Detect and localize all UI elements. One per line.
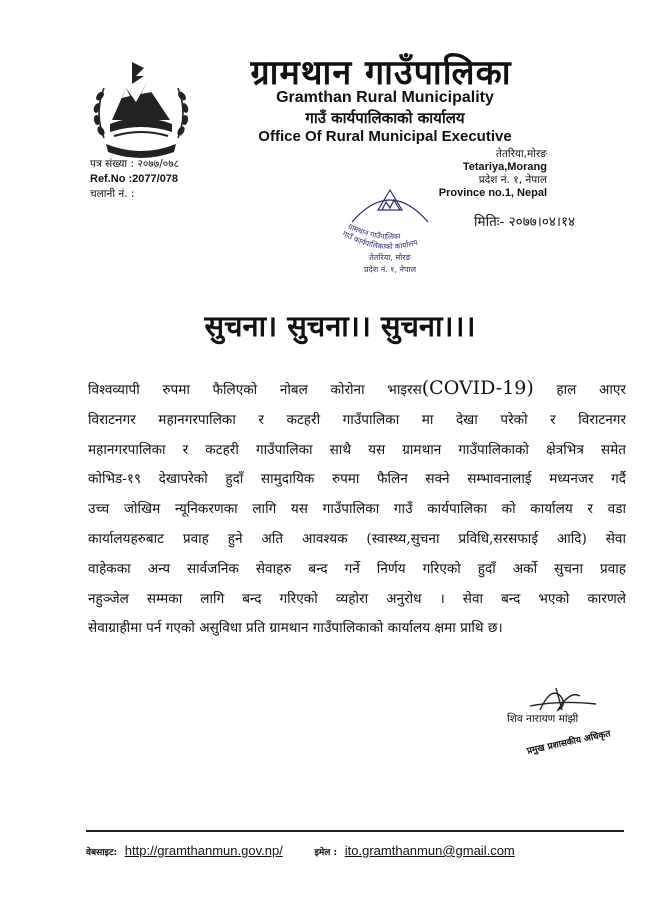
stamp-line-2: गाउँ कार्यपालिकाको कार्यालय [340, 229, 419, 252]
email-link[interactable]: ito.gramthanmun@gmail.com [344, 843, 515, 858]
dispatch-number: चलानी नं. : [90, 188, 135, 200]
email-label: इमेल : [314, 848, 338, 858]
stamp-line-3: तेतरिया, मोरङ [369, 253, 411, 262]
signatory-designation: प्रमुख प्रशासकीय अधिकृत [526, 729, 612, 757]
address-place-english: Tetariya,Morang [462, 161, 547, 173]
office-name-nepali: गाउँ कार्यपालिकाको कार्यालय [305, 109, 465, 127]
body-line-4: कोभिड-१९ देखापरेको हुदाँ सामुदायिक रुपमा फैलिन सक्ने सम्भावनालाई मध्यनजर गर्दै [88, 471, 626, 488]
address-province-nepali: प्रदेश नं. १, नेपाल [478, 174, 547, 186]
body-line-1-post: हाल आएर [533, 382, 626, 398]
body-line-5: उच्च जोखिम न्यूनिकरणका लागि यस गाउँपालिका गाउँ कार्यपालिका को कार्यालय र वडा [88, 501, 626, 518]
footer-divider [86, 830, 624, 832]
website-label: वेबसाइट: [86, 848, 118, 858]
body-line-9: सेवाग्राहीमा पर्न गएको असुविधा प्रति ग्रामथान गाउँपालिकाको कार्यालय क्षमा प्राथि छ। [88, 620, 503, 637]
notice-body [88, 374, 626, 644]
stamp-line-4: प्रदेश नं. १, नेपाल [363, 265, 417, 274]
website-link[interactable]: http://gramthanmun.gov.np/ [124, 843, 283, 858]
body-line-7: वाहेकका अन्य सार्वजनिक सेवाहरु बन्द गर्ने निर्णय गरिएको हुदाँ अर्को सुचना प्रवाह [88, 560, 626, 577]
letter-number-nepali: पत्र संख्या : २०७७/०७८ [90, 158, 180, 170]
body-line-1 [88, 374, 626, 406]
office-name-english: Office Of Rural Municipal Executive [258, 128, 512, 145]
reference-block [90, 157, 179, 202]
stamp-line-1: ग्रामथान गाउँपालिका [346, 221, 401, 242]
body-line-8: नहुञ्जेल सम्मका लागि बन्द गरिएको व्यहोरा अनुरोध । सेवा बन्द भएको कारणले [88, 590, 626, 607]
body-line-6: कार्यालयहरुबाट प्रवाह हुने अति आवश्यक (स्वास्थ्य,सुचना प्रविधि,सरसफाई आदि) सेवा [88, 530, 626, 547]
municipality-name-english: Gramthan Rural Municipality [276, 89, 494, 106]
notice-heading: सुचना। सुचना।। सुचना।।। [204, 309, 476, 343]
nepal-emblem-icon [86, 58, 196, 162]
body-line-1-pre: विश्वव्यापी रुपमा फैलिएको नोबल कोरोना भाइरस [88, 382, 422, 398]
address-place-nepali: तेतरिया,मोरङ [495, 148, 547, 160]
footer [86, 843, 515, 858]
reference-number: Ref.No :2077/078 [90, 173, 179, 185]
municipality-name-nepali: ग्रामथान गाउँपालिका [250, 53, 512, 93]
body-line-3: महानगरपालिका र कटहरी गाउँपालिका साथै यस ग्रामथान गाउँपालिकाको क्षेत्रभित्र समेत [88, 441, 626, 458]
covid-term: (COVID-19) [421, 377, 534, 399]
body-line-2: विराटनगर महानगरपालिका र कटहरी गाउँपालिका मा देखा परेको र विराटनगर [88, 411, 626, 428]
address-block [439, 148, 547, 200]
office-stamp [330, 182, 450, 277]
letter-date: मितिः- २०७७।०४।१४ [474, 214, 576, 230]
signatory-name: शिव नारायण मांझी [507, 713, 579, 725]
address-province-english: Province no.1, Nepal [438, 187, 547, 199]
signature-mark [500, 680, 630, 740]
